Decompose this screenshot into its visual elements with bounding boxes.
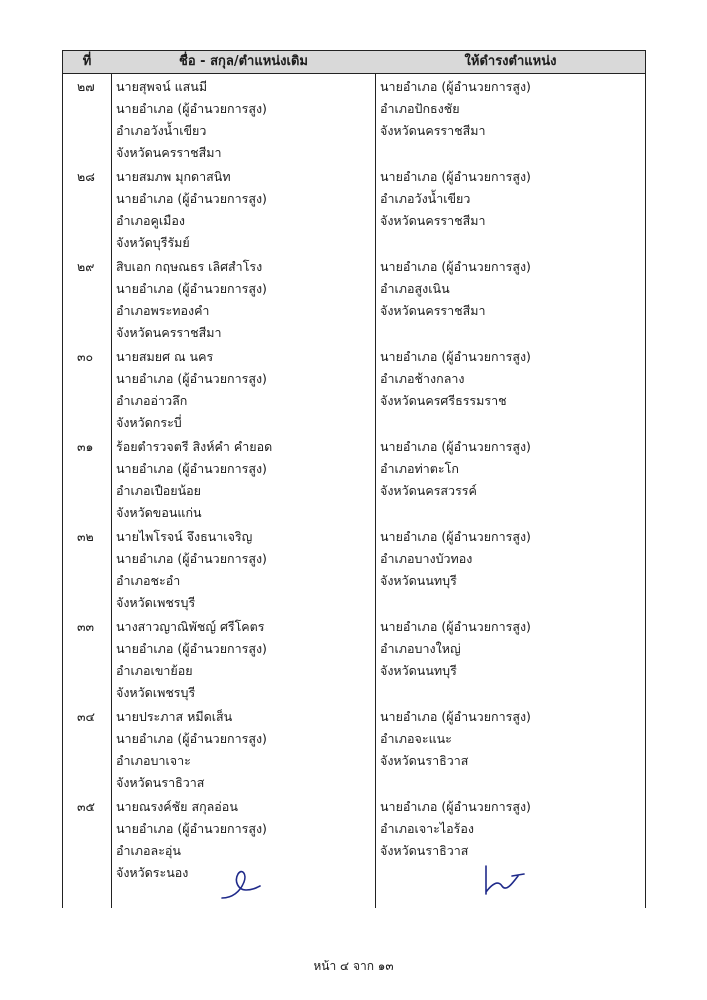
table-row	[63, 345, 645, 433]
old-position-line: นายอำเภอ (ผู้อำนวยการสูง)	[116, 641, 267, 656]
new-position-line: จังหวัดนราธิวาส	[380, 753, 469, 768]
new-position-line: อำเภอวังน้ำเขียว	[380, 191, 471, 206]
new-position-line: อำเภอสูงเนิน	[380, 281, 450, 296]
old-position-line: จังหวัดระนอง	[116, 865, 189, 880]
signature-right	[478, 862, 528, 898]
old-position-line: อำเภอเปือยน้อย	[116, 483, 201, 498]
new-position-line: จังหวัดนครศรีธรรมราช	[380, 393, 507, 408]
header-new-position: ให้ดำรงตำแหน่ง	[464, 54, 557, 69]
row-number: ๒๙	[77, 259, 95, 274]
new-position-line: อำเภอบางบัวทอง	[380, 551, 473, 566]
old-position-line: นายสมยศ ณ นคร	[116, 349, 214, 364]
new-position-line: นายอำเภอ (ผู้อำนวยการสูง)	[380, 619, 531, 634]
new-position-line: อำเภอท่าตะโก	[380, 461, 459, 476]
old-position-cell	[116, 436, 371, 524]
old-position-line: อำเภออ่าวลึก	[116, 393, 188, 408]
row-number: ๓๓	[77, 619, 95, 634]
old-position-line: สิบเอก กฤษณธร เลิศสำโรง	[116, 259, 263, 274]
old-position-line: อำเภอบาเจาะ	[116, 753, 191, 768]
table-header	[63, 50, 645, 74]
old-position-cell	[116, 76, 371, 164]
table-row	[63, 795, 645, 883]
new-position-line: นายอำเภอ (ผู้อำนวยการสูง)	[380, 529, 531, 544]
old-position-line: นายอำเภอ (ผู้อำนวยการสูง)	[116, 371, 267, 386]
new-position-line: นายอำเภอ (ผู้อำนวยการสูง)	[380, 799, 531, 814]
old-position-line: อำเภอพระทองคำ	[116, 303, 210, 318]
new-position-line: จังหวัดนราธิวาส	[380, 843, 469, 858]
new-position-cell	[380, 526, 642, 592]
old-position-cell	[116, 526, 371, 614]
old-position-line: อำเภอชะอำ	[116, 573, 181, 588]
new-position-line: จังหวัดนครราชสีมา	[380, 123, 486, 138]
old-position-line: นายประภาส หมีดเส็น	[116, 709, 233, 724]
new-position-cell	[380, 706, 642, 772]
new-position-line: อำเภอปักธงชัย	[380, 101, 460, 116]
table-row	[63, 435, 645, 523]
old-position-line: จังหวัดกระบี่	[116, 415, 182, 430]
header-no: ที่	[82, 54, 92, 69]
new-position-line: อำเภอเจาะไอร้อง	[380, 821, 474, 836]
old-position-cell	[116, 166, 371, 254]
signature-left	[218, 862, 266, 904]
old-position-line: จังหวัดบุรีรัมย์	[116, 235, 190, 250]
old-position-line: อำเภอวังน้ำเขียว	[116, 123, 207, 138]
row-number: ๓๒	[77, 529, 94, 544]
table-row	[63, 255, 645, 343]
old-position-line: นายไพโรจน์ จึงธนาเจริญ	[116, 529, 253, 544]
new-position-cell	[380, 256, 642, 322]
old-position-line: นายณรงค์ชัย สกุลอ่อน	[116, 799, 238, 814]
old-position-line: นางสาวญาณิพัชญ์ ศรีโคตร	[116, 619, 265, 634]
row-number: ๒๗	[77, 79, 95, 94]
old-position-line: จังหวัดนครราชสีมา	[116, 325, 222, 340]
new-position-line: นายอำเภอ (ผู้อำนวยการสูง)	[380, 259, 531, 274]
page-number: หน้า ๔ จาก ๑๓	[313, 959, 394, 973]
new-position-cell	[380, 166, 642, 232]
old-position-line: จังหวัดขอนแก่น	[116, 505, 202, 520]
header-old-position: ชื่อ - สกุล/ตำแหน่งเดิม	[179, 54, 308, 69]
old-position-line: นายอำเภอ (ผู้อำนวยการสูง)	[116, 461, 267, 476]
row-number: ๓๔	[77, 709, 96, 724]
table-row	[63, 165, 645, 253]
old-position-cell	[116, 346, 371, 434]
row-number: ๓๑	[77, 439, 94, 454]
old-position-line: นายอำเภอ (ผู้อำนวยการสูง)	[116, 101, 267, 116]
row-number: ๒๘	[77, 169, 95, 184]
old-position-line: นายอำเภอ (ผู้อำนวยการสูง)	[116, 731, 267, 746]
new-position-cell	[380, 436, 642, 502]
new-position-line: จังหวัดนนทบุรี	[380, 663, 457, 678]
table-row	[63, 525, 645, 613]
old-position-line: นายอำเภอ (ผู้อำนวยการสูง)	[116, 821, 267, 836]
old-position-line: นายสมภพ มุกดาสนิท	[116, 169, 231, 184]
new-position-line: อำเภอจะแนะ	[380, 731, 452, 746]
old-position-line: นายอำเภอ (ผู้อำนวยการสูง)	[116, 191, 267, 206]
new-position-line: นายอำเภอ (ผู้อำนวยการสูง)	[380, 349, 531, 364]
appointment-table	[62, 50, 646, 908]
new-position-line: จังหวัดนครราชสีมา	[380, 303, 486, 318]
old-position-line: จังหวัดนครราชสีมา	[116, 145, 222, 160]
new-position-line: จังหวัดนนทบุรี	[380, 573, 457, 588]
old-position-line: อำเภอคูเมือง	[116, 213, 186, 228]
old-position-line: อำเภอละอุ่น	[116, 843, 181, 858]
row-number: ๓๐	[77, 349, 94, 364]
table-row	[63, 75, 645, 163]
table-row	[63, 615, 645, 703]
row-number: ๓๕	[77, 799, 96, 814]
table-row	[63, 705, 645, 793]
old-position-cell	[116, 616, 371, 704]
old-position-line: นายสุพจน์ แสนมี	[116, 79, 208, 94]
old-position-line: นายอำเภอ (ผู้อำนวยการสูง)	[116, 281, 267, 296]
old-position-line: จังหวัดเพชรบุรี	[116, 595, 196, 610]
new-position-cell	[380, 346, 642, 412]
old-position-line: ร้อยตำรวจตรี สิงห์คำ คำยอด	[116, 439, 273, 454]
new-position-line: จังหวัดนครราชสีมา	[380, 213, 486, 228]
new-position-cell	[380, 616, 642, 682]
new-position-line: นายอำเภอ (ผู้อำนวยการสูง)	[380, 709, 531, 724]
new-position-line: นายอำเภอ (ผู้อำนวยการสูง)	[380, 439, 531, 454]
new-position-line: อำเภอบางใหญ่	[380, 641, 461, 656]
old-position-line: จังหวัดเพชรบุรี	[116, 685, 196, 700]
new-position-cell	[380, 796, 642, 862]
old-position-line: จังหวัดนราธิวาส	[116, 775, 205, 790]
old-position-cell	[116, 706, 371, 794]
old-position-cell	[116, 256, 371, 344]
new-position-cell	[380, 76, 642, 142]
old-position-line: นายอำเภอ (ผู้อำนวยการสูง)	[116, 551, 267, 566]
new-position-line: นายอำเภอ (ผู้อำนวยการสูง)	[380, 79, 531, 94]
new-position-line: อำเภอช้างกลาง	[380, 371, 465, 386]
new-position-line: จังหวัดนครสวรรค์	[380, 483, 477, 498]
new-position-line: นายอำเภอ (ผู้อำนวยการสูง)	[380, 169, 531, 184]
old-position-line: อำเภอเขาย้อย	[116, 663, 193, 678]
